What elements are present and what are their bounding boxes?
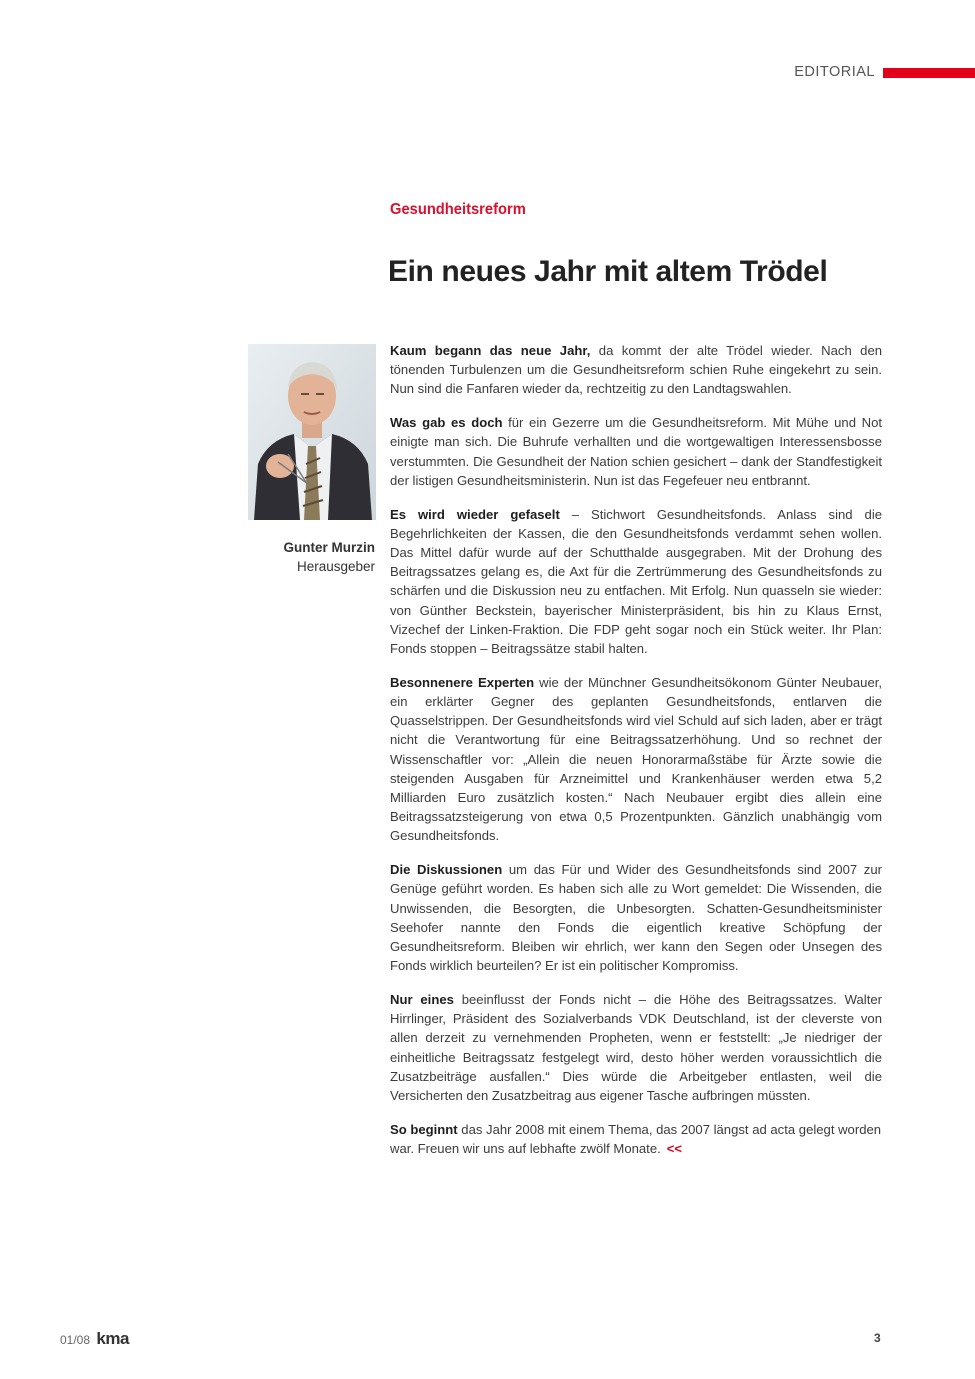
author-credit	[284, 538, 376, 576]
paragraph-lead: Nur eines	[390, 992, 454, 1008]
paragraph-text: beeinflusst der Fonds nicht – die Höhe des Beitragssatzes. Walter Hirrlinger, Präsident des Sozialverbands VDK Deutschland, ist der cleverste von allen derzeit zu vernehmenden Propheten, wenn er feststellt: „Je niedriger der einheitliche Beitragssatz festgelegt wird, desto höher werden voraussichtlich die Zusatzbeiträge ausfallen.“ Dies würde die Arbeitgeber entlasten, weil die Versicherten den Zusatzbeitrag aus eigener Tasche aufbringen müssten.	[390, 992, 882, 1104]
paragraph-lead: Besonnenere Experten	[390, 674, 535, 690]
paragraph-text: wie der Münchner Gesundheitsökonom Günter Neubauer, ein erklärter Gegner des geplanten Gesundheitsfonds, entlarven die Quasselstrippen. Der Gesundheitsfonds wird viel Schuld auf sich laden, aber er trägt nicht die Verantwortung für eine Beitragssatzerhöhung. Und so rechnet der Wissenschaftler vor: „Allein die neuen Honorarmaßstäbe für Ärzte sowie die steigenden Ausgaben für Arzneimittel und Krankenhäuser werden etwa 5,2 Milliarden Euro zusätzlich kosten.“ Nach Neubauer ergibt dies allein eine Beitragssatzsteigerung von etwa 0,5 Prozentpunkten. Gänzlich unabhängig vom Gesundheitsfonds.	[390, 674, 883, 844]
paragraph-lead: Was gab es doch	[390, 415, 503, 431]
paragraph	[390, 673, 882, 846]
article-kicker: Gesundheitsreform	[390, 201, 526, 218]
page-number: 3	[874, 1331, 881, 1345]
section-accent-bar	[883, 68, 975, 78]
paragraph-text: das Jahr 2008 mit einem Thema, das 2007 längst ad acta gelegt worden war. Freuen wir uns auf lebhafte zwölf Monate.	[390, 1121, 882, 1157]
paragraph	[390, 505, 882, 659]
paragraph	[390, 413, 882, 490]
footer-issue	[60, 1329, 129, 1349]
author-role: Herausgeber	[296, 559, 375, 574]
paragraph-text: um das Für und Wider des Gesundheitsfonds sind 2007 zur Genüge geführt worden. Es haben sich alle zu Wort gemeldet: Die Wissenden, die Unwissenden, die Besorgten, die Unbesorgten. Schatten-Gesundheitsminister Seehofer nannte den Fonds die eigentlich kreative Schöpfung der Gesundheitsreform. Bleiben wir ehrlich, wer kann den Segen oder Unsegen des Fonds wirklich beurteilen? Er ist ein politischer Kompromiss.	[390, 862, 882, 974]
article-title: Ein neues Jahr mit altem Trödel	[388, 255, 828, 288]
paragraph	[390, 1120, 882, 1158]
author-portrait	[248, 344, 376, 520]
paragraph	[390, 341, 882, 399]
paragraph-lead: Kaum begann das neue Jahr,	[390, 343, 591, 358]
issue-number: 01/08	[60, 1333, 91, 1347]
paragraph-text: – Stichwort Gesundheitsfonds. Anlass sind die Begehrlichkeiten der Kassen, die den Gesundheitsfonds verdammt sehen wollen. Das Mittel dafür wurde auf der Schutthalde ausgegraben. Mit der Drohung des Beitragssatzes gelang es, die Axt für die Zertrümmerung des Gesundheitsfonds zu schärfen und die Diskussion neu zu entfachen. Mit Erfolg. Nun quasseln sie wieder: von Günther Beckstein, bayerischer Ministerpräsident, bis hin zu Klaus Ernst, Vizechef der Linken-Fraktion. Die FDP geht sogar noch ein Stück weiter. Ihr Plan: Fonds stoppen – Beitragssätze stabil halten.	[390, 506, 883, 657]
paragraph	[390, 860, 882, 975]
paragraph-text: für ein Gezerre um die Gesundheitsreform. Mit Mühe und Not einigte man sich. Die Buhrufe verhallten und die wortgewaltigen Interessensbosse verstummten. Die Gesundheit der Nation schien gesichert – dank der Standfestigkeit der listigen Gesundheitsministerin. Nun ist das Fegefeuer neu entbrannt.	[390, 415, 882, 488]
section-label: EDITORIAL	[794, 64, 875, 80]
end-mark: <<	[666, 1141, 683, 1157]
brand-logo: kma	[96, 1329, 129, 1348]
paragraph	[390, 990, 882, 1105]
paragraph-text: da kommt der alte Trödel wieder. Nach den tönenden Turbulenzen um die Gesundheitsreform schien Ruhe eingekehrt zu sein. Nun sind die Fanfaren wieder da, rechtzeitig zu den Landtagswahlen.	[390, 343, 883, 397]
paragraph-lead: Es wird wieder gefaselt	[390, 506, 560, 522]
paragraph-lead: So beginnt	[390, 1121, 458, 1137]
author-name: Gunter Murzin	[283, 540, 375, 555]
paragraph-lead: Die Diskussionen	[390, 862, 503, 878]
article-body	[390, 341, 882, 1173]
